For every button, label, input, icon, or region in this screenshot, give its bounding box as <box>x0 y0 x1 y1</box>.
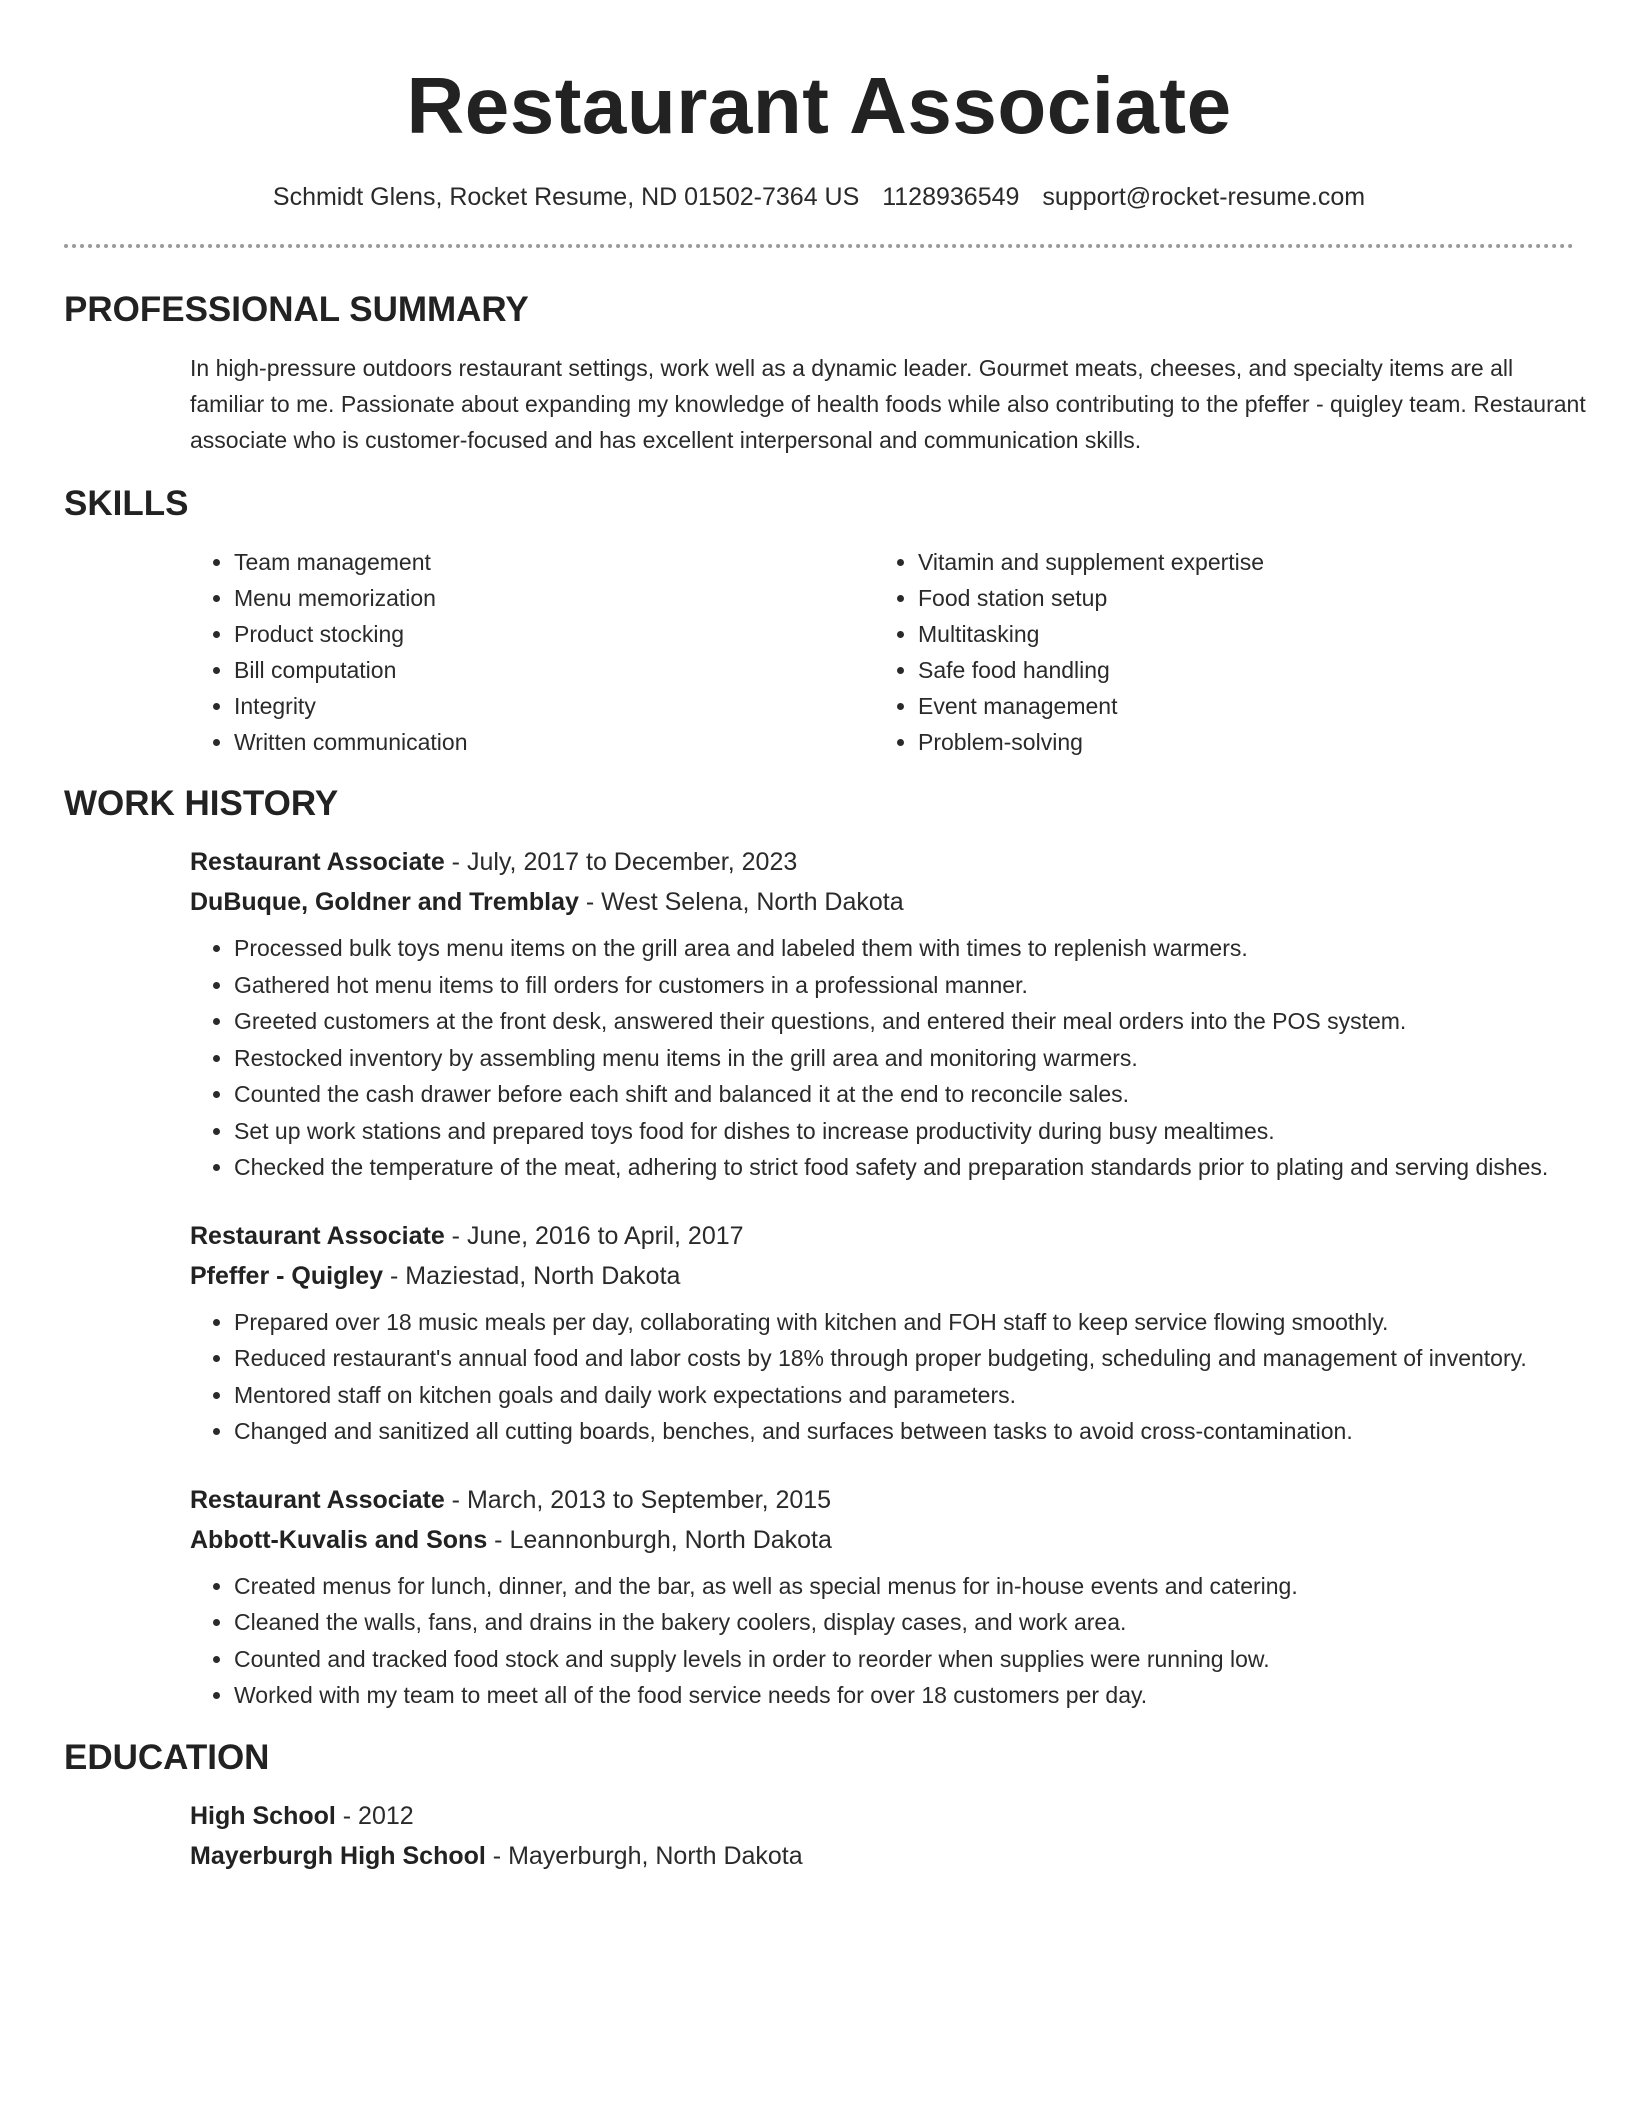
job-bullet: • Set up work stations and prepared toys food for dishes to increase productivity during busy mealtimes. <box>234 1113 1594 1150</box>
job-location: - West Selena, North Dakota <box>578 888 904 916</box>
summary-heading: PROFESSIONAL SUMMARY <box>64 290 529 329</box>
job-bullet: • Cleaned the walls, fans, and drains in the bakery coolers, display cases, and work area. <box>234 1604 1594 1641</box>
education-degree: High School <box>190 1801 336 1830</box>
job-company: Pfeffer - Quigley <box>190 1261 384 1290</box>
job-entry <box>190 1216 1574 1450</box>
resume-page <box>64 0 1586 1876</box>
skill-item: • Problem-solving <box>918 724 1558 760</box>
skill-item: • Vitamin and supplement expertise <box>918 544 1558 580</box>
job-bullet: • Gathered hot menu items to fill orders for customers in a professional manner. <box>234 967 1594 1004</box>
education-entry <box>190 1796 1574 1876</box>
job-bullets <box>64 1304 1594 1450</box>
job-location: - Leannonburgh, North Dakota <box>487 1525 832 1554</box>
job-bullets <box>64 1568 1594 1714</box>
job-company-line <box>190 1520 1574 1560</box>
job-bullet: • Counted and tracked food stock and supply levels in order to reorder when supplies were running low. <box>234 1641 1594 1678</box>
contact-phone: 1128936549 <box>882 183 1020 211</box>
job-company-line <box>190 882 1574 922</box>
job-bullet: • Created menus for lunch, dinner, and the bar, as well as special menus for in-house events and catering. <box>234 1568 1594 1605</box>
work-history-heading: WORK HISTORY <box>64 784 339 823</box>
skill-item: • Menu memorization <box>234 580 874 616</box>
job-title-line <box>190 1216 1574 1256</box>
education-school: Mayerburgh High School <box>190 1841 486 1870</box>
skill-item: • Safe food handling <box>918 652 1558 688</box>
job-bullet: • Processed bulk toys menu items on the grill area and labeled them with times to replenish warmers. <box>234 930 1594 967</box>
job-company: Abbott-Kuvalis and Sons <box>190 1525 488 1554</box>
skill-item: • Event management <box>918 688 1558 724</box>
skill-item: • Product stocking <box>234 616 874 652</box>
contact-address: Schmidt Glens, Rocket Resume, ND 01502-7364 US <box>272 183 860 211</box>
job-bullet: • Reduced restaurant's annual food and labor costs by 18% through proper budgeting, scheduling and management of inventory. <box>234 1340 1594 1377</box>
skill-item: • Integrity <box>234 688 874 724</box>
skills-list <box>190 544 1574 760</box>
job-bullet: • Changed and sanitized all cutting boards, benches, and surfaces between tasks to avoid cross-contamination. <box>234 1413 1594 1450</box>
job-dates: - July, 2017 to December, 2023 <box>444 848 798 876</box>
job-dates: - June, 2016 to April, 2017 <box>444 1221 744 1250</box>
skill-item: • Multitasking <box>918 616 1558 652</box>
contact-line <box>64 180 1574 214</box>
job-dates: - March, 2013 to September, 2015 <box>444 1485 832 1514</box>
education-location: - Mayerburgh, North Dakota <box>485 1841 803 1870</box>
job-bullet: • Worked with my team to meet all of the food service needs for over 18 customers per day. <box>234 1677 1594 1714</box>
job-location: - Maziestad, North Dakota <box>383 1261 681 1290</box>
job-company-line <box>190 1256 1574 1296</box>
job-title: Restaurant Associate <box>190 1485 445 1514</box>
job-company: DuBuque, Goldner and Tremblay <box>190 888 579 916</box>
job-entry <box>190 1480 1574 1714</box>
job-entry <box>190 842 1574 1186</box>
job-bullet: • Restocked inventory by assembling menu items in the grill area and monitoring warmers. <box>234 1040 1594 1077</box>
job-title: Restaurant Associate <box>190 1221 445 1250</box>
job-title-line <box>190 842 1574 882</box>
job-title: Restaurant Associate <box>190 848 445 876</box>
job-bullet: • Prepared over 18 music meals per day, collaborating with kitchen and FOH staff to keep service flowing smoothly. <box>234 1304 1594 1341</box>
skills-column-right <box>874 544 1558 760</box>
education-school-line <box>190 1836 1574 1876</box>
skill-item: • Bill computation <box>234 652 874 688</box>
job-bullet: • Mentored staff on kitchen goals and daily work expectations and parameters. <box>234 1377 1594 1414</box>
contact-email: support@rocket-resume.com <box>1042 183 1366 211</box>
header-divider <box>64 244 1574 248</box>
job-bullet: • Counted the cash drawer before each shift and balanced it at the end to reconcile sales. <box>234 1076 1594 1113</box>
resume-title: Restaurant Associate <box>406 61 1232 150</box>
education-degree-line <box>190 1796 1574 1836</box>
job-title-line <box>190 1480 1574 1520</box>
skills-column-left <box>190 544 874 760</box>
job-bullets <box>64 930 1594 1186</box>
skills-heading: SKILLS <box>64 484 189 523</box>
skill-item: • Food station setup <box>918 580 1558 616</box>
job-bullet: • Greeted customers at the front desk, answered their questions, and entered their meal orders into the POS system. <box>234 1003 1594 1040</box>
education-year: - 2012 <box>335 1801 414 1830</box>
summary-text: In high-pressure outdoors restaurant settings, work well as a dynamic leader. Gourmet meats, cheeses, and specialty items are all familiar to me. Passionate about expanding my knowledge of health foods while also contributing to the pfeffer - quigley team. Restaurant associate who is customer-focused and has excellent interpersonal and communication skills. <box>190 355 1586 453</box>
job-bullet: • Checked the temperature of the meat, adhering to strict food safety and preparation standards prior to plating and serving dishes. <box>234 1149 1594 1186</box>
education-heading: EDUCATION <box>64 1737 270 1777</box>
skill-item: • Written communication <box>234 724 874 760</box>
skill-item: • Team management <box>234 544 874 580</box>
